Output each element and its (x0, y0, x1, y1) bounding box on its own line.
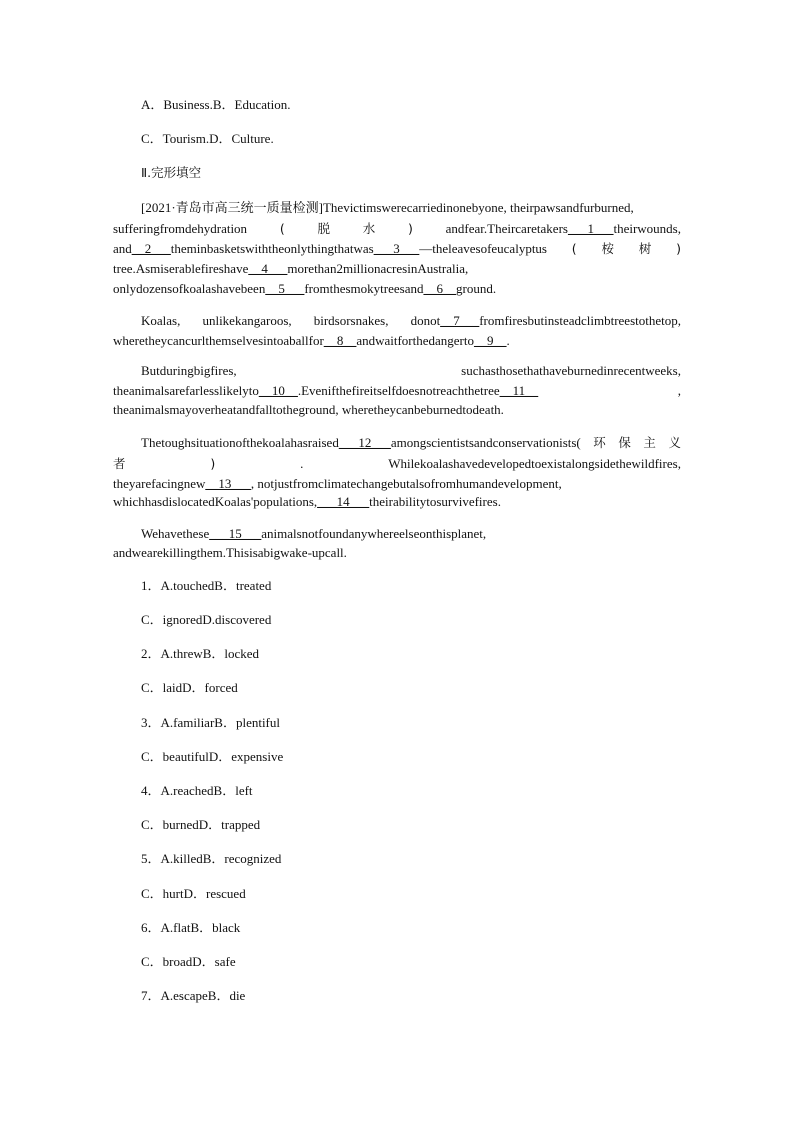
text: andfear.Theircaretakers___1___theirwounds, (445, 221, 681, 236)
text: . (300, 456, 304, 471)
question-5-options-ab: 5．A.killedB．recognized (141, 851, 282, 866)
passage-p1-line1: [2021·青岛市高三统一质量检测]Thevictimswerecarriedinonebyone, theirpawsandfurburned, (141, 200, 634, 215)
question-7-options-ab: 7．A.escapeB．die (141, 988, 246, 1003)
question-3-options-ab: 3．A.familiarB．plentiful (141, 715, 281, 730)
text: 义 (668, 435, 681, 450)
text: , (677, 383, 681, 398)
text: 者 (113, 456, 126, 471)
text: Koalas, (141, 313, 181, 328)
passage-p1-line4: tree.Asmiserablefireshave__4___morethan2millionacresinAustralia, (113, 261, 469, 276)
text: 保 (618, 435, 631, 450)
text: ( (279, 221, 285, 236)
question-5-options-cd: C．hurtD．rescued (141, 886, 246, 901)
passage-p1-line2 (113, 221, 681, 237)
text: ) (407, 221, 413, 236)
passage-p4-line1 (141, 435, 681, 451)
blank-15: ___15___ (209, 526, 262, 541)
text: 桉 (601, 241, 614, 256)
question-3-options-cd: C．beautifulD．expensive (141, 749, 284, 764)
text: Thetoughsituationofthekoalahasraised___12___amongscientistsandconservationists( (141, 435, 581, 450)
passage-p5-line1: Wehavethese___15___animalsnotfoundanywhereelseonthisplanet, (141, 526, 487, 541)
text: ( (571, 241, 577, 256)
text: 脱 (317, 221, 330, 236)
text: donot__7___fromfiresbutinsteadclimbtreestothetop, (410, 313, 681, 328)
passage-p1-line3 (113, 241, 681, 257)
blank-8: __8__ (323, 333, 357, 348)
passage-p1-line5: onlydozensofkoalashavebeen__5___fromthesmokytreesand__6__ground. (113, 281, 497, 296)
text: birdsorsnakes, (313, 313, 389, 328)
blank-10: __10__ (258, 383, 298, 398)
question-4-options-ab: 4．A.reachedB．left (141, 783, 253, 798)
passage-p3-line3: theanimalsmayoverheatandfalltotheground, wheretheycanbeburnedtodeath. (113, 402, 504, 417)
text: 环 (593, 435, 606, 450)
question-6-options-ab: 6．A.flatB．black (141, 920, 241, 935)
blank-12: ___12___ (338, 435, 391, 450)
passage-p3-line2 (113, 383, 681, 399)
blank-6: __6__ (423, 281, 456, 296)
passage-p3-line1 (141, 363, 681, 379)
blank-3: ___3___ (373, 241, 420, 256)
text: Whilekoalashavedevelopedtoexistalongsidethewildfires, (388, 456, 681, 471)
blank-7: __7___ (440, 313, 480, 328)
text: 树 (638, 241, 652, 256)
passage-p5-line2: andwearekillingthem.Thisisabigwake-upcall. (113, 545, 347, 560)
question-2-options-cd: C．laidD．forced (141, 680, 238, 695)
passage-p4-line4: whichhasdislocatedKoalas'populations,___14___theirabilitytosurvivefires. (113, 494, 501, 509)
question-6-options-cd: C．broadD．safe (141, 954, 236, 969)
text: suchasthosethathaveburnedinrecentweeks, (461, 363, 681, 378)
question-1-options-ab: 1．A.touchedB．treated (141, 578, 272, 593)
section-title: Ⅱ.完形填空 (141, 165, 202, 180)
prev-option-ab: A．Business.B．Education. (141, 97, 291, 112)
text: ) (210, 456, 216, 471)
text: unlikekangaroos, (202, 313, 292, 328)
blank-13: __13___ (205, 476, 251, 491)
text: 水 (362, 221, 376, 236)
passage-p4-line2 (113, 456, 681, 472)
prev-option-cd: C．Tourism.D．Culture. (141, 131, 274, 146)
text: ) (676, 241, 681, 256)
text: theanimalsarefarlesslikelyto__10__.Evenifthefireitselfdoesnotreachthetree__11__ (113, 383, 539, 398)
question-1-options-cd: C．ignoredD.discovered (141, 612, 272, 627)
blank-2: __2___ (131, 241, 171, 256)
blank-14: ___14___ (317, 494, 370, 509)
blank-9: __9__ (474, 333, 507, 348)
text: Butduringbigfires, (141, 363, 237, 378)
blank-1: ___1___ (567, 221, 614, 236)
passage-p2-line1 (141, 313, 681, 329)
passage-p4-line3: theyarefacingnew__13___, notjustfromclimatechangebutalsofromhumandevelopment, (113, 476, 562, 491)
passage-p2-line2: wheretheycancurlthemselvesintoaballfor__8__andwaitforthedangerto__9__. (113, 333, 510, 348)
text: 主 (643, 435, 656, 450)
question-4-options-cd: C．burnedD．trapped (141, 817, 261, 832)
blank-4: __4___ (248, 261, 288, 276)
blank-11: __11__ (499, 383, 539, 398)
blank-5: __5___ (265, 281, 305, 296)
text: and__2___theminbasketswiththeonlythingthatwas___3___—theleavesofeucalyptus (113, 241, 547, 256)
question-2-options-ab: 2．A.threwB．locked (141, 646, 260, 661)
text: sufferingfromdehydration (113, 221, 248, 236)
